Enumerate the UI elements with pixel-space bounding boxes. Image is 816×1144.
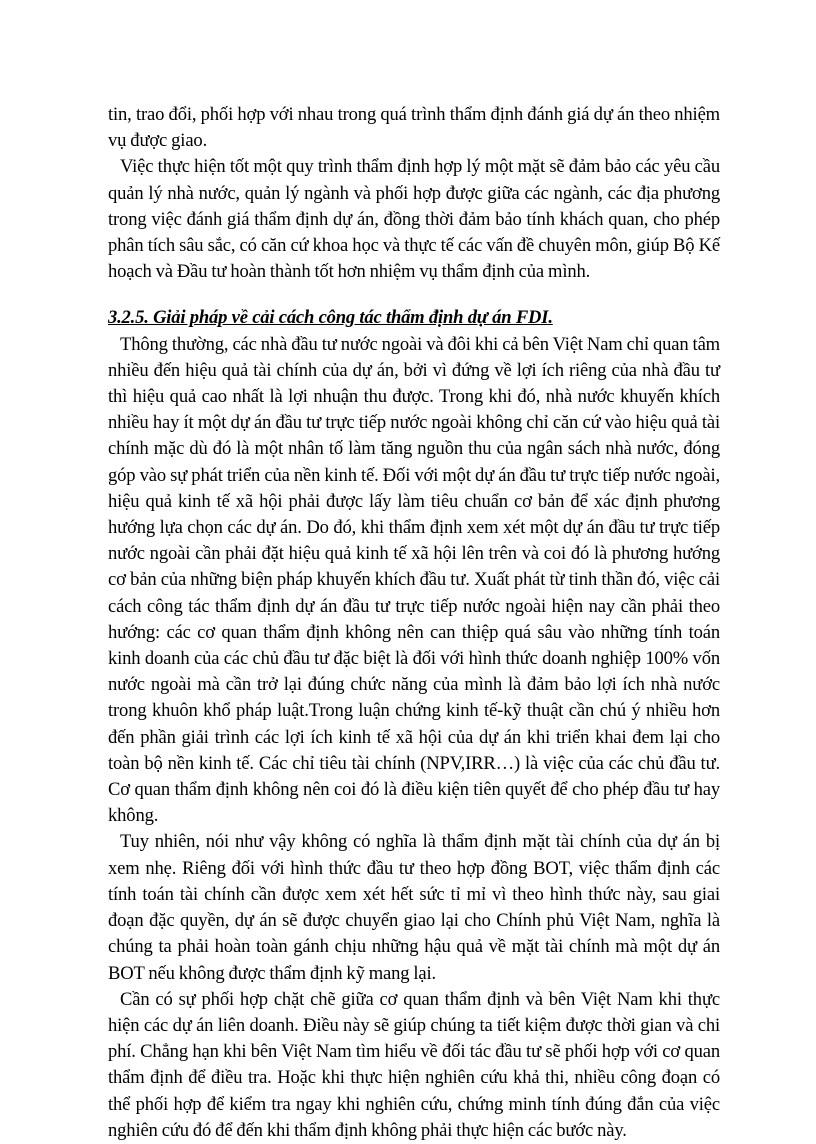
paragraph-bot-financial: Tuy nhiên, nói như vậy không có nghĩa là thẩm định mặt tài chính của dự án bị xem nhẹ. Riêng đối với hình thức đầu tư theo hợp đồng BOT, việc thẩm định các tính toán tài chính cần được xem xét hết sức tỉ mỉ vì theo hình thức này, sau giai đoạn đặc quyền, dự án sẽ được chuyển giao lại cho Chính phủ Việt Nam, nghĩa là chúng ta phải hoàn toàn gánh chịu những hậu quả về mặt tài chính mà một dự án BOT nếu không được thẩm định kỹ mang lại.	[108, 831, 720, 984]
paragraph-coordination: Cần có sự phối hợp chặt chẽ giữa cơ quan thẩm định và bên Việt Nam khi thực hiện các dự án liên doanh. Điều này sẽ giúp chúng ta tiết kiệm được thời gian và chi phí. Chẳng hạn khi bên Việt Nam tìm hiểu về đối tác đầu tư sẽ phối hợp với cơ quan thẩm định để điều tra. Hoặc khi thực hiện nghiên cứu khả thi, nhiều công đoạn có thể phối hợp để kiểm tra ngay khi nghiên cứu, chứng minh tính đúng đắn của việc nghiên cứu đó để đến khi thẩm định không phải thực hiện các bước này.	[108, 988, 720, 1141]
section-heading: 3.2.5. Giải pháp về cải cách công tác thẩm định dự án FDI.	[108, 307, 553, 329]
paragraph-fdi-reform: Thông thường, các nhà đầu tư nước ngoài và đôi khi cả bên Việt Nam chỉ quan tâm nhiều đến hiệu quả tài chính của dự án, bởi vì đứng về lợi ích riêng của nhà đầu tư thì hiệu quả cao nhất là lợi nhuận thu được. Trong khi đó, nhà nước khuyến khích nhiều hay ít một dự án đầu tư trực tiếp nước ngoài không chỉ căn cứ vào hiệu quả tài chính mặc dù đó là một nhân tố làm tăng nguồn thu của ngân sách nhà nước, đóng góp vào sự phát triển của nền kinh tế. Đối với một dự án đầu tư trực tiếp nước ngoài, hiệu quả kinh tế xã hội phải được lấy làm tiêu chuẩn cơ bản để xác định phương hướng lựa chọn các dự án. Do đó, khi thẩm định xem xét một dự án đầu tư trực tiếp nước ngoài cần phải đặt hiệu quả kinh tế xã hội lên trên và coi đó là phương hướng cơ bản của những biện pháp khuyến khích đầu tư. Xuất phát từ tinh thần đó, việc cải cách công tác thẩm định dự án đầu tư trực tiếp nước ngoài hiện nay cần phải theo hướng: các cơ quan thẩm định không nên can thiệp quá sâu vào những tính toán kinh doanh của các chủ đầu tư đặc biệt là đối với hình thức doanh nghiệp 100% vốn nước ngoài mà cần trở lại đúng chức năng của mình là đảm bảo lợi ích nhà nước trong khuôn khổ pháp luật.Trong luận chứng kinh tế-kỹ thuật cần chú ý nhiều hơn đến phần giải trình các lợi ích kinh tế xã hội của dự án khi triển khai đem lại cho toàn bộ nền kinh tế. Các chỉ tiêu tài chính (NPV,IRR…) là việc của các chủ đầu tư. Cơ quan thẩm định không nên coi đó là điều kiện tiên quyết để cho phép đầu tư hay không.	[108, 333, 720, 827]
paragraph-continuation: tin, trao đổi, phối hợp với nhau trong quá trình thẩm định đánh giá dự án theo nhiệm vụ được giao.	[108, 104, 720, 152]
paragraph-appraisal-process: Việc thực hiện tốt một quy trình thẩm định hợp lý một mặt sẽ đảm bảo các yêu cầu quản lý nhà nước, quản lý ngành và phối hợp được giữa các ngành, các địa phương trong việc đánh giá thẩm định dự án, đồng thời đảm bảo tính khách quan, cho phép phân tích sâu sắc, có căn cứ khoa học và thực tế các vấn đề chuyên môn, giúp Bộ Kế hoạch và Đầu tư hoàn thành tốt hơn nhiệm vụ thẩm định của mình.	[108, 156, 720, 283]
document-page	[108, 102, 720, 1144]
